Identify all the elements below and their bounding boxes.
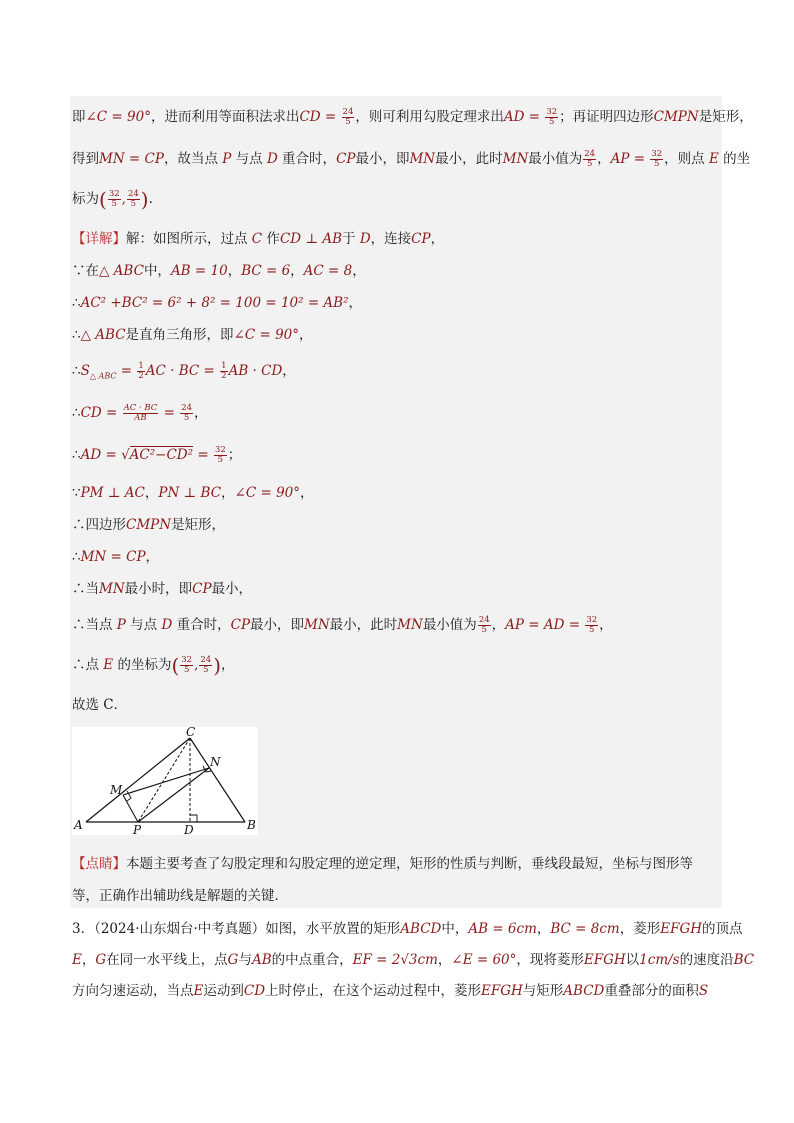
denominator: 2 (138, 371, 144, 381)
text: ∴ (72, 295, 81, 311)
numerator: 32 (546, 107, 558, 117)
comma: , (194, 657, 199, 673)
fraction (180, 404, 193, 423)
question-3-line-2 (72, 951, 754, 969)
segment-CP (138, 738, 190, 822)
text: 的坐 (718, 151, 751, 167)
math: 1cm/s (639, 952, 680, 968)
text: 与矩形 (522, 983, 564, 999)
math: E (193, 983, 204, 999)
label-P: P (133, 823, 142, 835)
text: ， (352, 263, 366, 279)
text: 最小，此时 (329, 617, 398, 633)
fraction (583, 150, 596, 169)
fraction (585, 616, 598, 635)
denominator: 5 (111, 199, 117, 209)
math: CD (243, 983, 266, 999)
label-C: C (186, 727, 196, 739)
detail-tag: 【详解】 (72, 231, 126, 247)
text: ； (227, 447, 242, 463)
text: ∴ (72, 405, 81, 421)
denominator: 5 (345, 117, 351, 127)
math: CP (336, 151, 356, 167)
math: EFGH (481, 983, 523, 999)
text: ， (81, 952, 96, 968)
text: 的速度沿 (679, 952, 734, 968)
fraction (108, 190, 121, 209)
math: MN = CP (99, 151, 164, 167)
text: 的坐标为 (113, 657, 172, 673)
text: 最小，此时 (435, 151, 503, 167)
math: AB (251, 952, 272, 968)
text: ∴当点 (72, 617, 117, 633)
math: = (193, 447, 213, 463)
denominator: 5 (183, 413, 190, 423)
text: ∵ (72, 485, 81, 501)
text: ∴ (72, 447, 81, 463)
text: 最小，即 (355, 151, 410, 167)
label-D: D (184, 823, 194, 835)
text: ，则点 (664, 151, 709, 167)
text: ∴四边形 (72, 517, 126, 533)
text: 的顶点 (702, 921, 743, 937)
text: ， (437, 952, 452, 968)
text: . (148, 191, 153, 207)
step-6 (72, 446, 241, 465)
math: MN (99, 581, 125, 597)
text: 与点 (231, 151, 267, 167)
math: MN (304, 617, 330, 633)
segment-AC (86, 738, 190, 822)
text: ，连接 (370, 231, 412, 247)
fraction (478, 616, 491, 635)
text: ，则可利用勾股定理求出 (355, 109, 504, 125)
text: 在同一水平线上，点 (106, 952, 228, 968)
math: AC² +BC² = 6² + 8² = 100 = 10² = AB² (80, 295, 349, 311)
math: AD = (80, 447, 122, 463)
math: EFGH (583, 952, 626, 968)
math: BC = 6 (241, 263, 291, 279)
text: ∴当 (72, 581, 99, 597)
text: 方向匀速运动，当点 (72, 983, 194, 999)
math: ∠C = 90° (233, 327, 299, 343)
math: BC (733, 952, 755, 968)
numerator: 1 (138, 361, 144, 371)
text: ， (348, 295, 363, 311)
question-3-line-1 (72, 920, 743, 938)
math: MN (502, 151, 529, 167)
step-10 (72, 580, 252, 598)
math: PN ⊥ BC (158, 485, 222, 501)
numerator: 24 (478, 615, 490, 625)
text: ， (536, 921, 551, 937)
segment-BC (190, 738, 245, 822)
math: AC = 8 (303, 263, 353, 279)
math: E (708, 151, 719, 167)
math: CD = (80, 405, 122, 421)
text: 的中点重合， (271, 952, 353, 968)
math: CP (411, 231, 431, 247)
comment-line-1 (72, 855, 693, 873)
text: 重合时， (172, 617, 231, 633)
denominator: 5 (589, 625, 595, 635)
text: ， (300, 485, 314, 501)
text: ∴ (72, 363, 81, 379)
denominator: 5 (654, 159, 660, 169)
comma: , (121, 191, 126, 207)
text: ∴ (72, 549, 81, 565)
denominator: 5 (203, 665, 209, 675)
math: D (359, 231, 371, 247)
detail-line (72, 230, 444, 248)
text: 是矩形， (171, 517, 226, 533)
step-9 (72, 548, 159, 566)
math: PM ⊥ AC (80, 485, 145, 501)
text: 得到 (72, 151, 99, 167)
text: ， (221, 657, 235, 673)
text: ；再证明四边形 (559, 109, 654, 125)
step-4 (72, 362, 296, 386)
paren: ( (99, 187, 107, 212)
comment-tag: 【点睛】 (72, 856, 126, 872)
numerator: 32 (651, 149, 663, 159)
text: ，故当点 (163, 151, 223, 167)
denominator: 5 (130, 199, 137, 209)
math: CP (230, 617, 251, 633)
text: ， (145, 549, 160, 565)
math: CD = (299, 109, 341, 125)
triangle-diagram (72, 727, 258, 835)
math: MN (409, 151, 436, 167)
text: 与点 (125, 617, 162, 633)
fraction (214, 446, 227, 465)
step-8 (72, 516, 225, 534)
text: 以 (625, 952, 640, 968)
answer-text: 故选 C． (72, 697, 128, 713)
text: ， (430, 231, 445, 247)
text: ， (194, 405, 208, 421)
numerator: 32 (181, 655, 193, 665)
denominator: 5 (481, 625, 487, 635)
fraction (137, 362, 144, 381)
numerator: 32 (586, 615, 598, 625)
text: 标为 (72, 191, 99, 207)
math: CMPN (653, 109, 699, 125)
text: 运动到 (203, 983, 244, 999)
math: = (159, 405, 180, 421)
text: 上时停止，在这个运动过程中，菱形 (265, 983, 482, 999)
fraction (650, 150, 663, 169)
sqrt-sign: √ (121, 447, 130, 463)
segment-PN (138, 768, 209, 822)
text: ， (599, 617, 613, 633)
math: = (116, 363, 137, 379)
math: G (95, 952, 107, 968)
text: 即 (72, 109, 86, 125)
text: 3．（2024·山东烟台·中考真题）如图，水平放置的矩形 (72, 921, 401, 937)
text: ， (144, 485, 159, 501)
text: ， (290, 263, 304, 279)
step-13 (72, 696, 127, 714)
analysis-line-1 (72, 108, 753, 127)
fraction (123, 404, 159, 423)
math: ABCD (400, 921, 442, 937)
text: ， (491, 617, 506, 633)
analysis-line-3 (72, 187, 153, 212)
text: 重叠部分的面积 (604, 983, 699, 999)
math: BC = 8cm (550, 921, 620, 937)
numerator: 24 (127, 189, 139, 199)
numerator: 32 (108, 189, 120, 199)
numerator: 24 (181, 403, 193, 413)
text: 中， (143, 263, 171, 279)
numerator: 24 (200, 655, 212, 665)
text: ， (282, 363, 296, 379)
math: CP (192, 581, 212, 597)
text: 解：如图所示，过点 (126, 231, 252, 247)
math: E (103, 657, 114, 673)
math: C (251, 231, 263, 247)
denominator: AB (134, 413, 147, 423)
text: ，进而利用等面积法求出 (150, 109, 300, 125)
text: 是矩形， (698, 109, 753, 125)
math: AP = AD = (505, 617, 585, 633)
math: CMPN (126, 517, 172, 533)
math: ∠E = 60° (451, 952, 517, 968)
text: ， (227, 263, 242, 279)
comment-text: 本题主要考查了勾股定理和勾股定理的逆定理，矩形的性质与判断，垂线段最短，坐标与图形等 (126, 856, 693, 872)
text: ， (299, 327, 313, 343)
paren: ) (140, 187, 149, 212)
fraction (180, 656, 193, 675)
math: MN = CP (80, 549, 146, 565)
math: AB = 6cm (468, 921, 537, 937)
denominator: 2 (221, 371, 227, 381)
math: D (266, 151, 278, 167)
text: 中， (441, 921, 469, 937)
label-N: N (210, 755, 221, 769)
step-11 (72, 616, 613, 635)
step-5 (72, 404, 208, 423)
step-3 (72, 326, 313, 344)
text: 是直角三角形，即 (125, 327, 234, 343)
text: ， (597, 151, 611, 167)
text: 最小，即 (250, 617, 305, 633)
text: ， (221, 485, 235, 501)
math: △ ABC (99, 263, 144, 279)
text: 与 (238, 952, 252, 968)
label-A: A (74, 818, 83, 832)
text: 最小时，即 (124, 581, 193, 597)
denominator: 5 (217, 455, 224, 465)
math: S (698, 983, 709, 999)
numerator: AC · BC (123, 403, 158, 413)
math: S (80, 363, 90, 379)
math: EF = 2√3cm (352, 952, 438, 968)
math: P (116, 617, 126, 633)
text: 最小值为 (422, 617, 477, 633)
math: ∠C = 90° (234, 485, 301, 501)
fraction (342, 108, 355, 127)
numerator: 24 (584, 149, 596, 159)
text: ，现将菱形 (516, 952, 584, 968)
segment-PM (123, 795, 138, 822)
text: ∵在 (72, 263, 99, 279)
math: E (72, 952, 82, 968)
numerator: 24 (342, 107, 354, 117)
denominator: 5 (586, 159, 593, 169)
fraction (220, 362, 227, 381)
comment-line-2 (72, 887, 288, 905)
math: ∠C = 90° (85, 109, 151, 125)
text: 最小值为 (528, 151, 583, 167)
step-2 (72, 294, 362, 312)
analysis-line-2 (72, 150, 750, 169)
step-1 (72, 262, 366, 280)
text: 作 (262, 231, 280, 247)
text: ，菱形 (619, 921, 661, 937)
label-B: B (247, 818, 256, 832)
math: ABCD (563, 983, 605, 999)
numerator: 1 (221, 361, 227, 371)
numerator: 32 (214, 445, 226, 455)
math: AP = (610, 151, 650, 167)
fraction (199, 656, 212, 675)
text: 于 (342, 231, 360, 247)
radicand: AC²−CD² (129, 447, 194, 463)
text: ∴ (72, 327, 81, 343)
math: P (222, 151, 232, 167)
math: △ ABC (80, 327, 126, 343)
step-12 (72, 653, 235, 678)
text: ∴点 (72, 657, 104, 673)
subscript: △ ABC (89, 371, 117, 381)
math: AB = 10 (170, 263, 228, 279)
fraction (545, 108, 558, 127)
math: D (161, 617, 173, 633)
paren: ( (171, 653, 180, 678)
text: 最小， (211, 581, 253, 597)
paren: ) (213, 653, 222, 678)
math: AB · CD (228, 363, 283, 379)
step-7 (72, 484, 314, 502)
question-3-line-3 (72, 982, 708, 1000)
denominator: 5 (183, 665, 190, 675)
math: MN (397, 617, 423, 633)
label-M: M (110, 783, 123, 797)
denominator: 5 (549, 117, 555, 127)
text: 重合时， (277, 151, 337, 167)
comment-text: 等，正确作出辅助线是解题的关键． (72, 888, 288, 904)
math: CD ⊥ AB (279, 231, 343, 247)
math: G (227, 952, 239, 968)
geometry-figure (72, 727, 258, 835)
right-angle-D (190, 815, 197, 822)
math: EFGH (660, 921, 703, 937)
math: AC · BC = (145, 363, 220, 379)
fraction (127, 190, 140, 209)
math: AD = (503, 109, 545, 125)
